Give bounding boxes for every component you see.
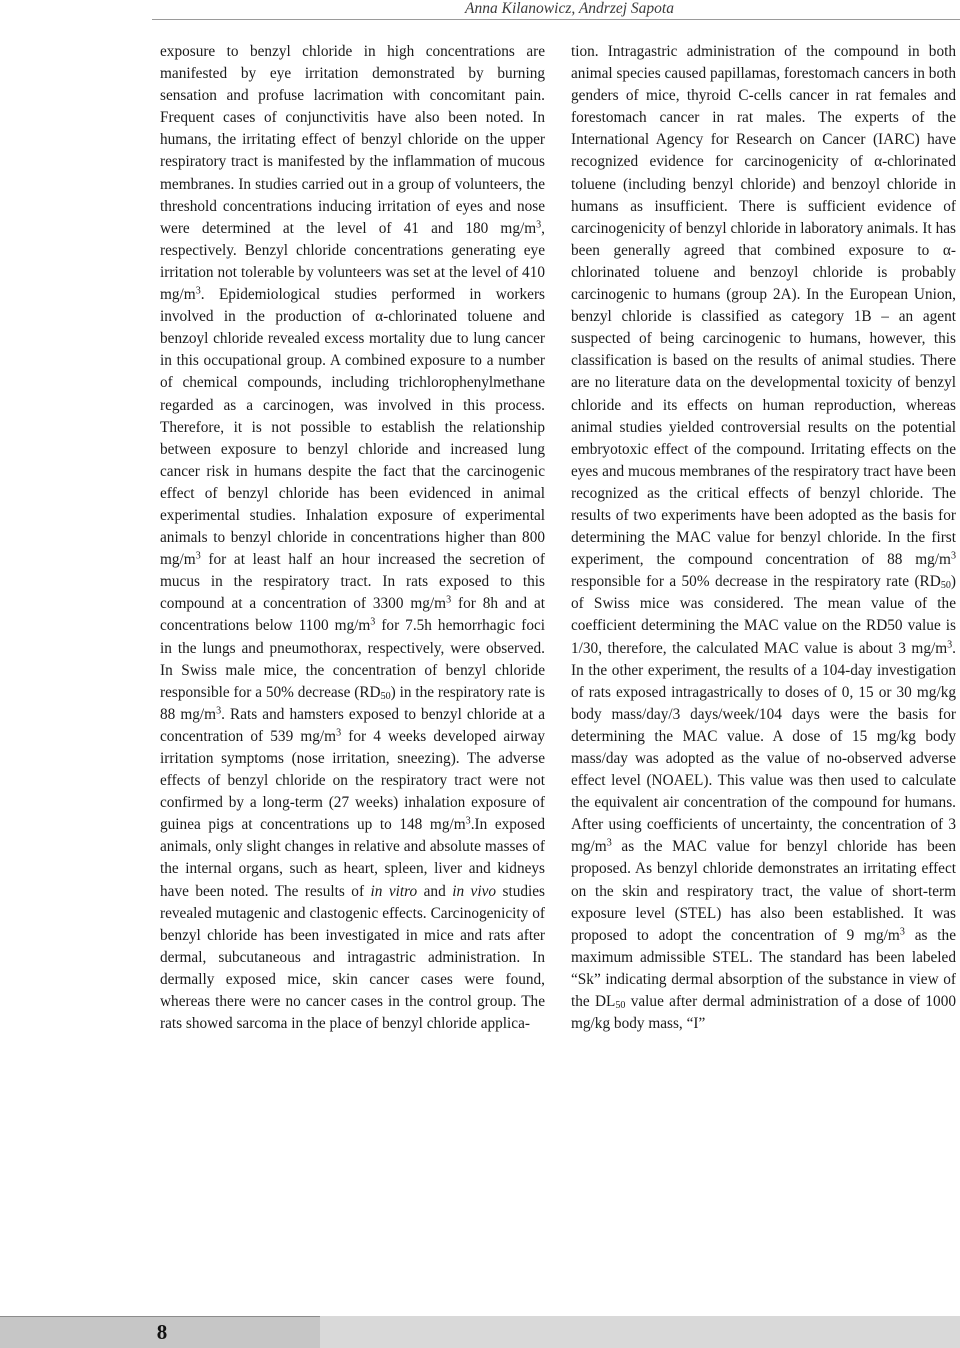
body-paragraph-left: exposure to benzyl chloride in high concentrations are manifested by eye irritation demonstrated by burning sensation and profuse lacrimation with concomitant pain. Frequent cases of conjunctivitis have also been noted. In humans, the irritating effect of benzyl chloride on the upper respiratory tract is manifested by the inflammation of mucous membranes. In studies carried out in a group of volunteers, the threshold concentrations inducing irritation of eyes and nose were determined at the level of 41 and 180 $mg/m^3$, respectively. Benzyl chloride concentrations generating eye irritation not tolerable by volunteers was set at the level of 410 $mg/m^3$. Epidemiological studies performed in workers involved in the production of α-chlorinated toluene and benzoyl chloride revealed excess mortality due to lung cancer in this occupational group. A combined exposure to a number of chemical compounds, including trichlorophenylmethane regarded as a carcinogen, was involved in this process. Therefore, it is not possible to establish the relationship between exposure to benzyl chloride and increased lung cancer risk in humans despite the fact that the carcinogenic effect of benzyl chloride has been evidenced in animal experimental studies. Inhalation exposure of experimental animals to benzyl chloride in concentrations higher than 800 $mg/m^3$ for at least half an hour increased the secretion of mucus in the respiratory tract. In rats exposed to this compound at a concentration of 3300 $mg/m^3$ for 8h and at concentrations below 1100 $mg/m^3$ for 7.5h hemorrhagic foci in the lungs and pneumothorax, respectively, were observed. In Swiss male mice, the concentration of benzyl chloride responsible for a 50% decrease $(RD_{50})$ in the respiratory rate is 88 $mg/m^3$. Rats and hamsters exposed to benzyl chloride at a concentration of 539 $mg/m^3$ for 4 weeks developed airway irritation symptoms (nose irritation, sneezing). The adverse effects of benzyl chloride on the respiratory tract were not confirmed by a long-term (27 weeks) inhalation exposure of guinea pigs at concentrations up to 148 $mg/m^3.In$ exposed animals, only slight changes in relative and absolute masses of the internal organs, such as heart, spleen, liver and kidneys have been noted. The results of in vitro and in vivo studies revealed mutagenic and clastogenic effects. Carcinogenicity of benzyl chloride has been investigated in mice and rats after dermal, subcutaneous and intragastric administration. In dermally exposed mice, skin cancer cases were found, whereas there were no cancer cases in the control group. The rats showed sarcoma in the place of benzyl chloride applica- (160, 43, 546, 1033)
latin-term: in vivo (452, 882, 497, 900)
header-rule (152, 19, 960, 20)
running-head: Anna Kilanowicz, Andrzej Sapota (465, 0, 674, 17)
left-column (160, 41, 545, 1035)
page-number: 8 (156, 1320, 168, 1344)
right-column (571, 41, 956, 1035)
latin-term: in vitro (370, 882, 418, 900)
body-paragraph-right: tion. Intragastric administration of the compound in both animal species caused papillamas, forestomach cancers in both genders of mice, thyroid C-cells cancer in rat females and forestomach cancer in rat males. The experts of the International Agency for Research on Cancer (IARC) have recognized evidence for carcinogenicity of α-chlorinated toluene (including benzyl chloride) and benzoyl chloride in humans as insufficient. There is sufficient evidence of carcinogenicity of benzyl chloride in laboratory animals. It has been generally agreed that combined exposure to α-chlorinated toluene and benzoyl chloride is probably carcinogenic to humans (group 2A). In the European Union, benzyl chloride is classified as category 1B – an agent suspected of being carcinogenic to humans, however, this classification is based on the results of animal studies. There are no literature data on the developmental toxicity of benzyl chloride and its effects on human reproduction, whereas animal studies yielded controversial results on the potential embryotoxic effect of the compound. Irritating effects on the eyes and mucous membranes of the respiratory tract have been recognized as the critical effects of benzyl chloride. The results of two experiments have been adopted as the basis for determining the MAC value for benzyl chloride. In the first experiment, the compound concentration of 88 $mg/m^3$ responsible for a 50% decrease in the respiratory rate $(RD_{50})$ of Swiss mice was considered. The mean value of the coefficient determining the MAC value on the RD50 value is 1/30, therefore, the calculated MAC value is about 3 $mg/m^3$. In the other experiment, the results of a 104-day investigation of rats exposed intragastrically to doses of 0, 15 or 30 mg/kg body mass/day/3 days/week/104 days were the basis for determining the MAC value. A dose of 15 mg/kg body mass/day was adopted as the value of no-observed adverse effect level (NOAEL). This value was then used to calculate the equivalent air concentration of the compound for humans. After using coefficients of uncertainty, the concentration of 3 $mg/m^3$ as the MAC value for benzyl chloride has been proposed. As benzyl chloride demonstrates an irritating effect on the skin and respiratory tract, the value of short-term exposure level (STEL) has also been established. It was proposed to adopt the concentration of 9 $mg/m^3$ as the maximum admissible STEL. The standard has been labeled “Sk” indicating dermal absorption of the substance in view of the $DL_{50}$ value after dermal administration of a dose of 1000 mg/kg body mass, “I” (571, 43, 956, 1033)
